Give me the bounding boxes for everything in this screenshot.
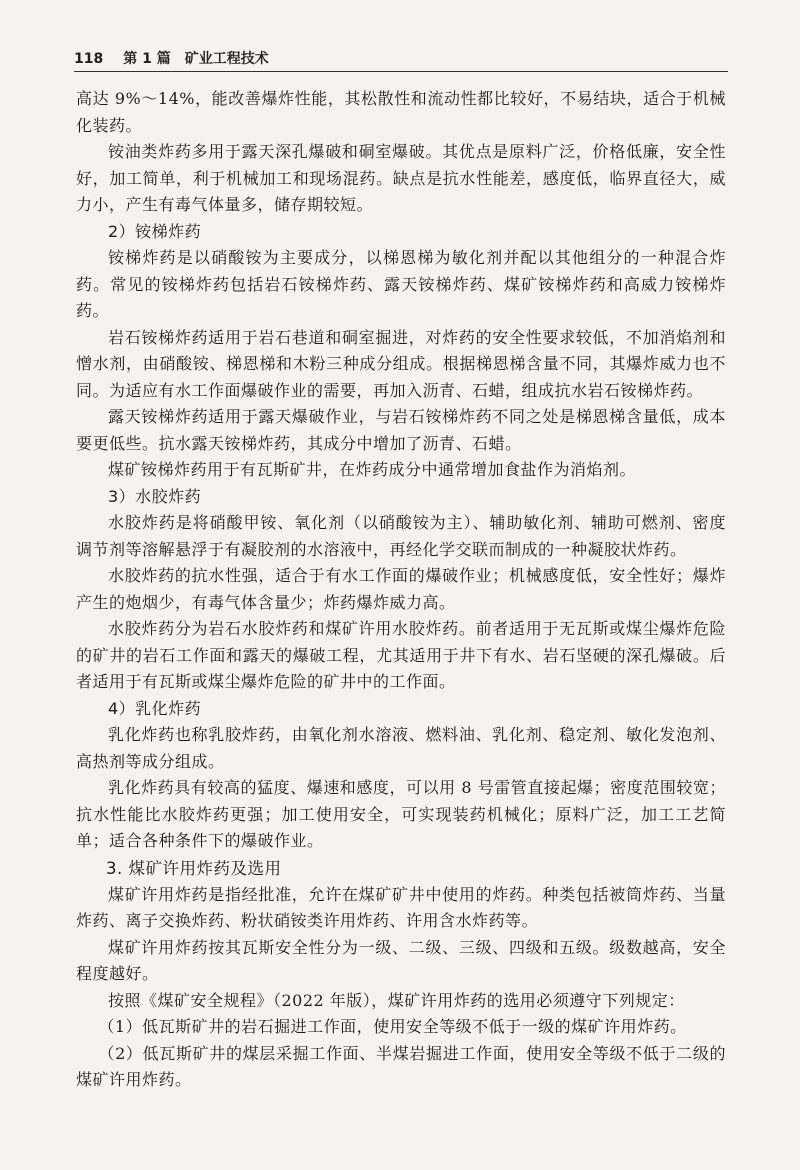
- list-item: （1）低瓦斯矿井的岩石掘进工作面，使用安全等级不低于一级的煤矿许用炸药。: [98, 1017, 687, 1036]
- page-number: 118: [74, 51, 104, 67]
- part-label: 第 1 篇: [123, 51, 171, 67]
- paragraph: 乳化炸药也称乳胶炸药，由氧化剂水溶液、燃料油、乳化剂、稳定剂、敏化发泡剂、高热剂等成分组成。: [76, 725, 726, 771]
- paragraph: 煤矿铵梯炸药用于有瓦斯矿井，在炸药成分中通常增加食盐作为消焰剂。: [108, 460, 637, 479]
- chapter-title: 矿业工程技术: [184, 51, 269, 67]
- paragraph: 岩石铵梯炸药适用于岩石巷道和硐室掘进，对炸药的安全性要求较低，不加消焰剂和憎水剂，由硝酸铵、梯恩梯和木粉三种成分组成。根据梯恩梯含量不同，其爆炸威力也不同。为适应有水工作面爆破作业的需要，再加入沥青、石蜡，组成抗水岩石铵梯炸药。: [76, 327, 726, 400]
- section-heading: 2）铵梯炸药: [108, 221, 202, 241]
- paragraph: 按照《煤矿安全规程》（2022 年版），煤矿许用炸药的选用必须遵守下列规定：: [108, 990, 685, 1010]
- body-text: [76, 86, 726, 1094]
- paragraph: 水胶炸药的抗水性强，适合于有水工作面的爆破作业；机械感度低，安全性好；爆炸产生的炮烟少，有毒气体含量少；炸药爆炸威力高。: [76, 566, 726, 612]
- paragraph: 煤矿许用炸药按其瓦斯安全性分为一级、二级、三级、四级和五级。级数越高，安全程度越好。: [76, 937, 726, 983]
- paragraph: 水胶炸药是将硝酸甲铵、氧化剂（以硝酸铵为主）、辅助敏化剂、辅助可燃剂、密度调节剂等溶解悬浮于有凝胶剂的水溶液中，再经化学交联而制成的一种凝胶状炸药。: [76, 513, 726, 559]
- header-rule: [74, 71, 728, 72]
- section-heading: 3. 煤矿许用炸药及选用: [106, 858, 282, 878]
- running-header: [74, 48, 726, 68]
- paragraph: 露天铵梯炸药适用于露天爆破作业，与岩石铵梯炸药不同之处是梯恩梯含量低，成本要更低些。抗水露天铵梯炸药，其成分中增加了沥青、石蜡。: [76, 407, 726, 453]
- paragraph: 高达 9%～14%，能改善爆炸性能，其松散性和流动性都比较好，不易结块，适合于机械化装药。: [76, 89, 726, 135]
- paragraph: 水胶炸药分为岩石水胶炸药和煤矿许用水胶炸药。前者适用于无瓦斯或煤尘爆炸危险的矿井的岩石工作面和露天的爆破工程，尤其适用于井下有水、岩石坚硬的深孔爆破。后者适用于有瓦斯或煤尘爆炸危险的矿井中的工作面。: [76, 619, 726, 691]
- section-heading: 3）水胶炸药: [108, 486, 202, 506]
- paragraph: 铵梯炸药是以硝酸铵为主要成分，以梯恩梯为敏化剂并配以其他组分的一种混合炸药。常见的铵梯炸药包括岩石铵梯炸药、露天铵梯炸药、煤矿铵梯炸药和高威力铵梯炸药。: [76, 248, 726, 320]
- list-item: （2）低瓦斯矿井的煤层采掘工作面、半煤岩掘进工作面，使用安全等级不低于二级的煤矿许用炸药。: [76, 1043, 726, 1089]
- paragraph: 铵油类炸药多用于露天深孔爆破和硐室爆破。其优点是原料广泛，价格低廉，安全性好，加工简单，利于机械加工和现场混药。缺点是抗水性能差，感度低，临界直径大，威力小，产生有毒气体量多，储存期较短。: [76, 142, 726, 214]
- paragraph: 乳化炸药具有较高的猛度、爆速和感度，可以用 8 号雷管直接起爆；密度范围较宽；抗水性能比水胶炸药更强；加工使用安全，可实现装药机械化；原料广泛，加工工艺简单；适合各种条件下的爆破作业。: [76, 778, 726, 850]
- paragraph: 煤矿许用炸药是指经批准，允许在煤矿矿井中使用的炸药。种类包括被筒炸药、当量炸药、离子交换炸药、粉状硝铵类许用炸药、许用含水炸药等。: [76, 884, 726, 930]
- section-heading: 4）乳化炸药: [108, 698, 202, 718]
